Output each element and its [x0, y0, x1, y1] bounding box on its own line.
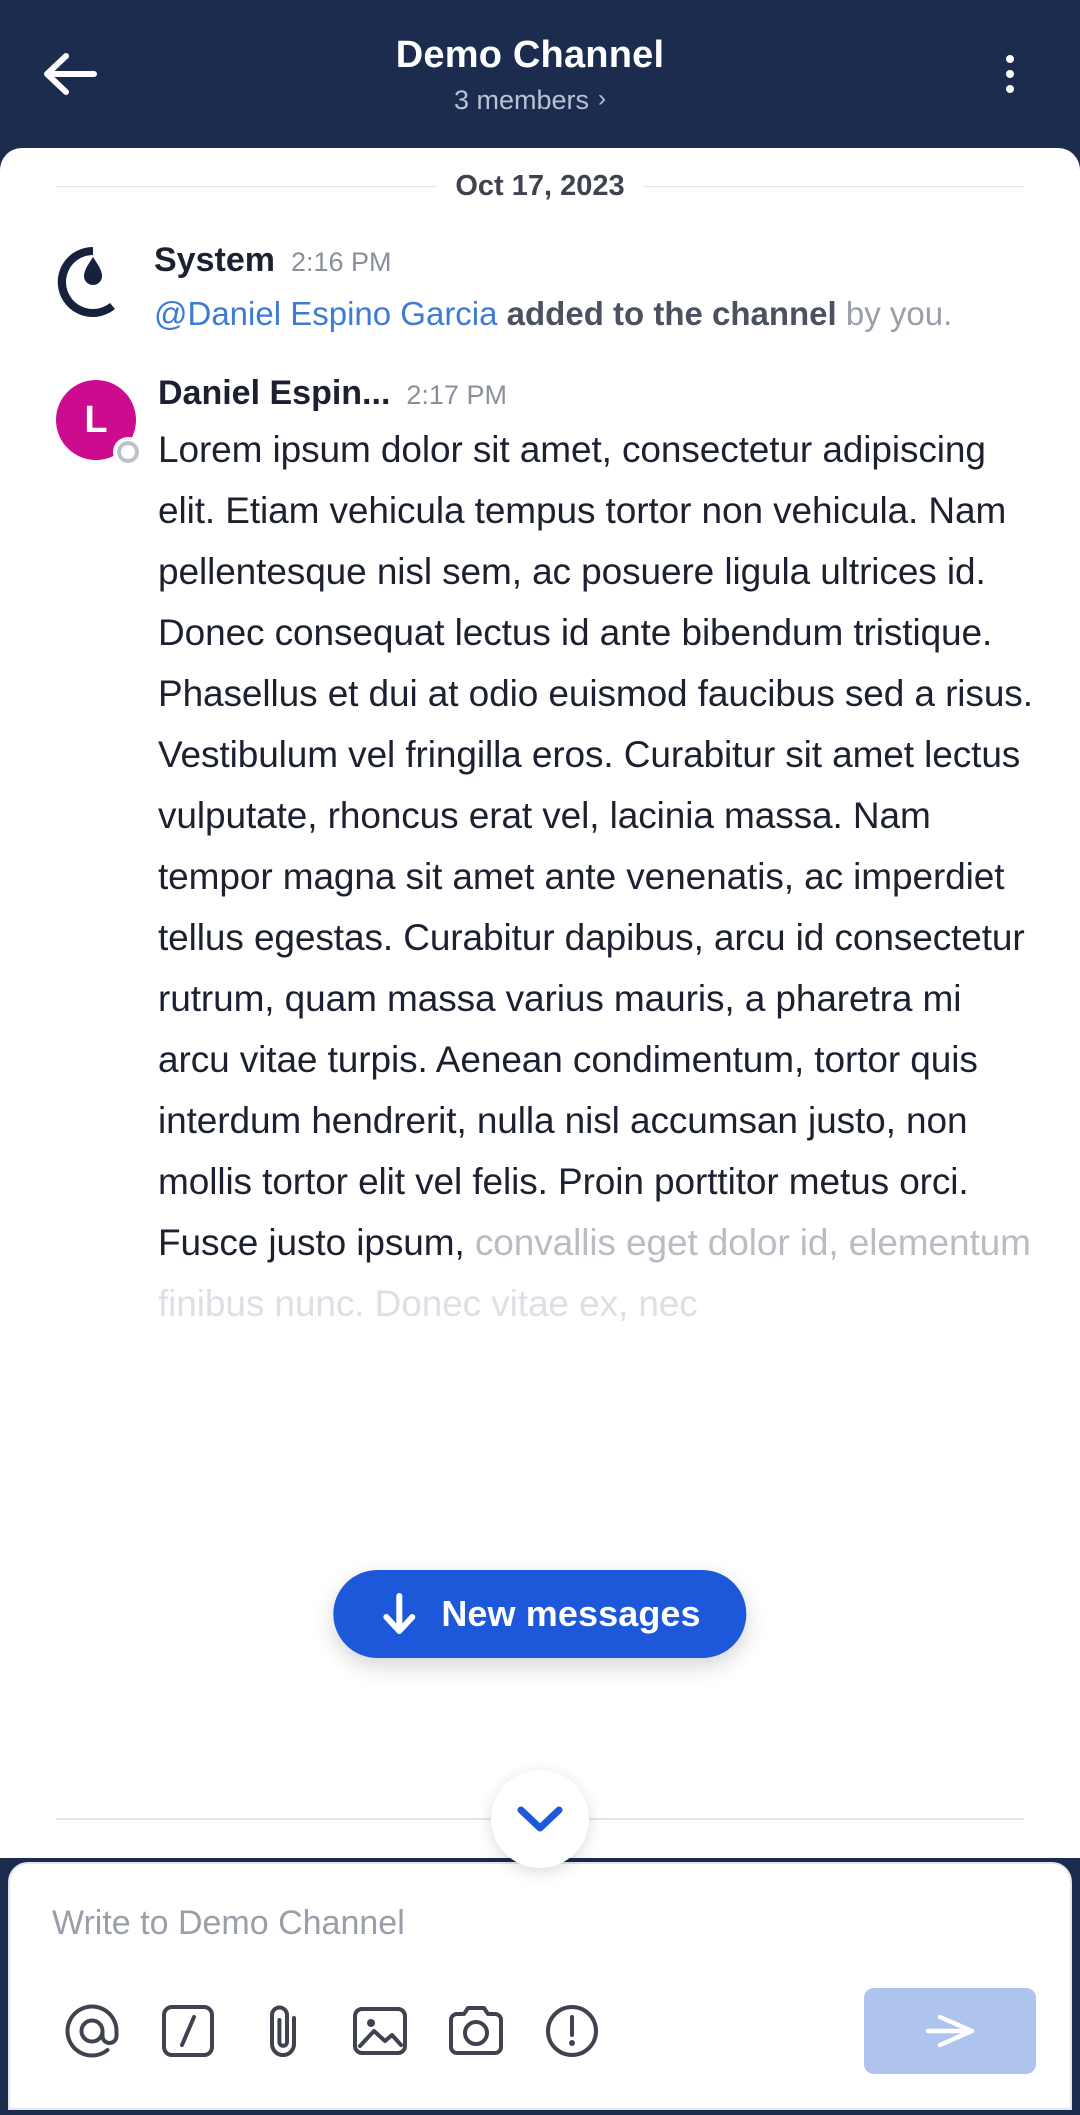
priority-icon	[544, 2003, 600, 2059]
member-count-label: 3 members	[453, 85, 590, 115]
system-message-header	[154, 241, 1040, 280]
user-message-header	[158, 374, 1040, 413]
chevron-right-icon: ›	[598, 85, 607, 112]
chevron-down-icon	[516, 1804, 564, 1834]
date-separator	[0, 148, 1080, 203]
user-message-body	[158, 374, 1040, 1334]
attachment-button[interactable]	[236, 1991, 332, 2071]
kebab-menu-icon	[1006, 55, 1014, 63]
channel-menu-button[interactable]	[940, 0, 1080, 148]
arrow-down-icon	[379, 1592, 419, 1636]
page-title: Demo Channel	[395, 34, 665, 76]
priority-button[interactable]	[524, 1991, 620, 2071]
system-message	[0, 241, 1080, 338]
kebab-menu-icon	[1006, 70, 1014, 78]
divider-line	[643, 186, 1024, 187]
date-separator-label: Oct 17, 2023	[455, 170, 625, 202]
system-avatar-icon	[56, 245, 130, 319]
divider-line	[56, 186, 437, 187]
image-button[interactable]	[332, 1991, 428, 2071]
system-message-tail: by you.	[836, 295, 953, 332]
user-message	[0, 374, 1080, 1334]
scroll-to-bottom-button[interactable]	[491, 1770, 589, 1868]
channel-title-block[interactable]	[120, 32, 940, 116]
message-author: System	[154, 241, 275, 279]
status-offline-icon	[113, 437, 143, 467]
composer-actions	[10, 1988, 1070, 2074]
send-icon	[922, 2008, 978, 2054]
channel-header	[0, 0, 1080, 148]
avatar[interactable]	[56, 380, 136, 460]
send-button[interactable]	[864, 1988, 1036, 2074]
mention-button[interactable]	[44, 1991, 140, 2071]
message-author[interactable]: Daniel Espin...	[158, 374, 391, 412]
channel-members-row[interactable]	[454, 84, 606, 116]
message-timestamp: 2:16 PM	[290, 247, 392, 277]
message-text	[158, 419, 1040, 1334]
system-message-action: added to the channel	[497, 295, 837, 332]
back-button[interactable]	[0, 0, 140, 148]
message-text-fade-2: finibus nunc. Donec vitae ex, nec	[158, 1283, 698, 1324]
avatar-initial: L	[56, 380, 136, 460]
camera-icon	[446, 2004, 506, 2058]
system-message-text	[154, 290, 1040, 338]
user-mention-link[interactable]: @Daniel Espino Garcia	[154, 295, 498, 332]
image-icon	[351, 2003, 409, 2059]
message-text-fade-1: convallis eget dolor id, elementum	[474, 1222, 1031, 1263]
arrow-left-icon	[42, 52, 98, 96]
system-message-body	[154, 241, 1040, 338]
attachment-icon	[262, 2001, 306, 2061]
kebab-menu-icon	[1006, 85, 1014, 93]
message-timestamp: 2:17 PM	[406, 380, 507, 410]
message-input[interactable]: Write to Demo Channel	[52, 1904, 405, 1942]
camera-button[interactable]	[428, 1991, 524, 2071]
mention-icon	[63, 2002, 121, 2060]
slash-command-icon	[160, 2003, 216, 2059]
new-messages-button[interactable]	[333, 1570, 746, 1658]
message-text-main: Lorem ipsum dolor sit amet, consectetur adipiscing elit. Etiam vehicula tempus tortor non vehicula. Nam pellentesque nisl sem, ac posuere ligula ultrices id. Donec consequat lectus id ante bibendum tristique. Phasellus et dui at odio euismod faucibus sed a risus. Vestibulum vel fringilla eros. Curabitur sit amet lectus vulputate, rhoncus erat vel, lacinia massa. Nam tempor magna sit amet ante venenatis, ac imperdiet tellus egestas. Curabitur dapibus, arcu id consectetur rutrum, quam massa varius mauris, a pharetra mi arcu vitae turpis. Aenean condimentum, tortor quis interdum hendrerit, nulla nisl accumsan justo, non mollis tortor elit vel felis. Proin porttitor metus orci. Fusce justo ipsum,	[158, 429, 1033, 1263]
new-messages-label: New messages	[441, 1593, 701, 1634]
slash-command-button[interactable]	[140, 1991, 236, 2071]
message-composer	[8, 1862, 1072, 2110]
